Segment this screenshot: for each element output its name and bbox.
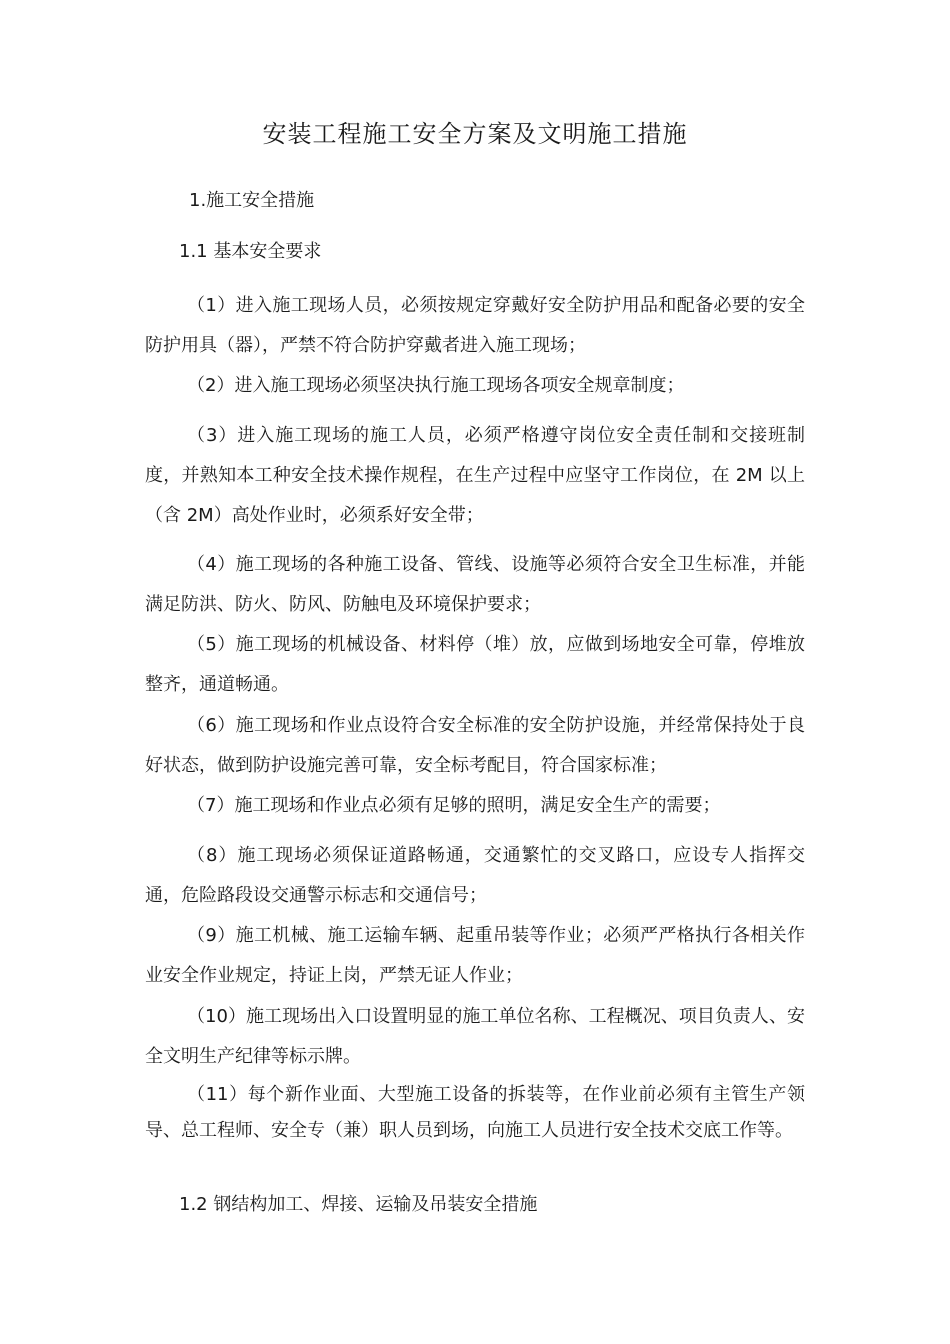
list-item: （7）施工现场和作业点必须有足够的照明，满足安全生产的需要； — [187, 795, 721, 816]
list-item: （3）进入施工现场的施工人员，必须严格遵守岗位安全责任制和交接班制度，并熟知本工种安全技术操作规程，在生产过程中应坚守工作岗位，在 2M 以上（含 2M）高处作业时，必须系好安全带； — [145, 425, 805, 526]
list-item: （8）施工现场必须保证道路畅通，交通繁忙的交叉路口，应设专人指挥交通，危险路段设交通警示标志和交通信号； — [145, 845, 805, 906]
list-item: （1）进入施工现场人员，必须按规定穿戴好安全防护用品和配备必要的安全防护用具（器），严禁不符合防护穿戴者进入施工现场； — [145, 295, 805, 356]
document-title: 安装工程施工安全方案及文明施工措施 — [262, 120, 688, 148]
list-item: （2）进入施工现场必须坚决执行施工现场各项安全规章制度； — [187, 375, 685, 396]
list-item: （6）施工现场和作业点设符合安全标准的安全防护设施，并经常保持处于良好状态，做到防护设施完善可靠，安全标考配目，符合国家标准； — [145, 715, 805, 776]
subsection-heading-1-2: 1.2 钢结构加工、焊接、运输及吊装安全措施 — [179, 1194, 538, 1215]
subsection-heading-1-1: 1.1 基本安全要求 — [179, 241, 322, 262]
list-item: （11）每个新作业面、大型施工设备的拆装等，在作业前必须有主管生产领导、总工程师、安全专（兼）职人员到场，向施工人员进行安全技术交底工作等。 — [145, 1084, 805, 1141]
list-item: （4）施工现场的各种施工设备、管线、设施等必须符合安全卫生标准，并能满足防洪、防火、防风、防触电及环境保护要求； — [145, 554, 805, 615]
list-item: （5）施工现场的机械设备、材料停（堆）放，应做到场地安全可靠，停堆放整齐，通道畅通。 — [145, 634, 805, 695]
list-item: （9）施工机械、施工运输车辆、起重吊装等作业；必须严严格执行各相关作业安全作业规定，持证上岗，严禁无证人作业； — [145, 925, 805, 986]
section-heading-1: 1.施工安全措施 — [189, 190, 315, 211]
list-item: （10）施工现场出入口设置明显的施工单位名称、工程概况、项目负责人、安全文明生产纪律等标示牌。 — [145, 1006, 805, 1067]
